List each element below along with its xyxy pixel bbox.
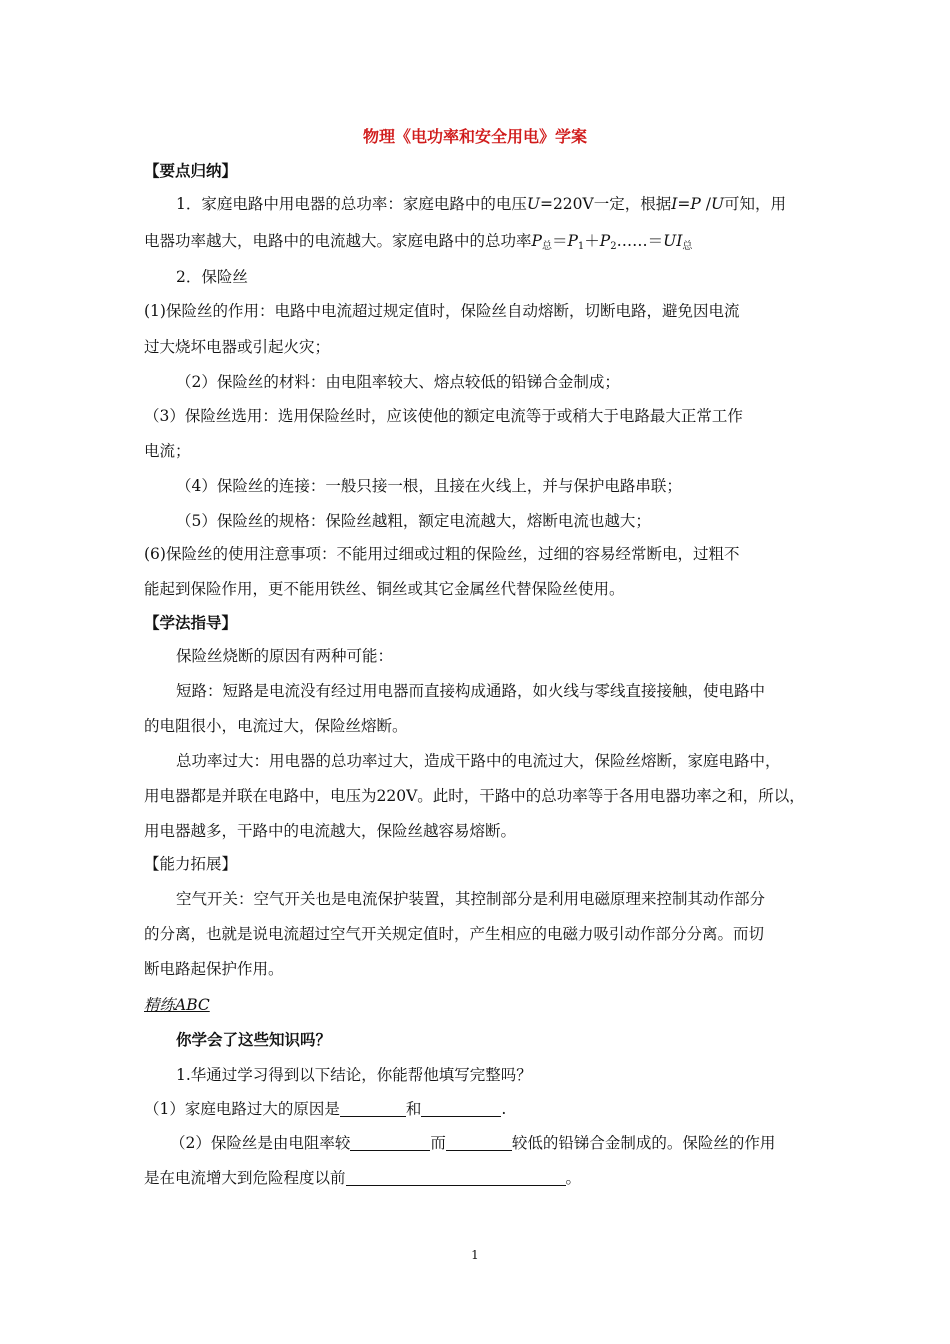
guide-overload-line3: 用电器越多，干路中的电流越大，保险丝越容易熔断。 — [144, 822, 517, 840]
document-title: 物理《电功率和安全用电》学案 — [362, 127, 587, 146]
practice-question-1-part2-line2: 是在电流增大到危险程度以前 。 — [144, 1169, 582, 1187]
answer-blank[interactable] — [340, 1099, 406, 1117]
guide-intro: 保险丝烧断的原因有两种可能： — [176, 647, 394, 665]
answer-blank[interactable] — [346, 1168, 566, 1186]
fuse-specification: （5）保险丝的规格：保险丝越粗，额定电流越大，熔断电流也越大； — [176, 512, 651, 530]
practice-question-1: 1.华通过学习得到以下结论，你能帮他填写完整吗？ — [176, 1066, 532, 1084]
extension-line3: 断电路起保护作用。 — [144, 960, 284, 978]
fuse-notes-line1: (6)保险丝的使用注意事项：不能用过细或过粗的保险丝，过细的容易经常断电，过粗不 — [144, 545, 740, 563]
fuse-selection-line2: 电流； — [144, 442, 191, 460]
section-heading-key-points: 【要点归纳】 — [144, 161, 238, 180]
guide-short-circuit-line2: 的电阻很小，电流过大，保险丝熔断。 — [144, 717, 408, 735]
answer-blank[interactable] — [446, 1133, 512, 1151]
fuse-selection-line1: （3）保险丝选用：选用保险丝时，应该使他的额定电流等于或稍大于电路最大正常工作 — [144, 407, 743, 425]
fuse-connection: （4）保险丝的连接：一般只接一根，且接在火线上，并与保护电路串联； — [176, 477, 682, 495]
page-number: 1 — [471, 1248, 479, 1262]
section-heading-extension: 【能力拓展】 — [144, 855, 238, 873]
guide-overload-line1: 总功率过大：用电器的总功率过大，造成干路中的电流过大，保险丝熔断，家庭电路中， — [176, 752, 781, 770]
fuse-function-line2: 过大烧坏电器或引起火灾； — [144, 338, 331, 356]
paragraph-total-power-line1: 1．家庭电路中用电器的总功率：家庭电路中的电压U=220V一定，根据I=P /U可知，用 — [176, 195, 787, 213]
section-heading-study-guide: 【学法指导】 — [144, 613, 238, 632]
answer-blank[interactable] — [421, 1099, 501, 1117]
fuse-function-line1: (1)保险丝的作用：电路中电流超过规定值时，保险丝自动熔断，切断电路，避免因电流 — [144, 302, 740, 320]
practice-question-1-part2-line1: （2）保险丝是由电阻率较 而 较低的铅锑合金制成的。保险丝的作用 — [170, 1134, 776, 1152]
guide-short-circuit-line1: 短路：短路是电流没有经过用电器而直接构成通路，如火线与零线直接接触，使电路中 — [176, 682, 766, 700]
fuse-material: （2）保险丝的材料：由电阻率较大、熔点较低的铅锑合金制成； — [176, 373, 620, 391]
practice-question-heading: 你学会了这些知识吗？ — [176, 1030, 332, 1049]
answer-blank[interactable] — [350, 1133, 430, 1151]
guide-overload-line2: 用电器都是并联在电路中，电压为220V。此时，干路中的总功率等于各用电器功率之和，所以， — [144, 787, 805, 805]
extension-line1: 空气开关：空气开关也是电流保护装置，其控制部分是利用电磁原理来控制其动作部分 — [176, 890, 766, 908]
paragraph-total-power-line2: 电器功率越大，电路中的电流越大。家庭电路中的总功率$P_总=P_1+P_2\dots\dots=UI_总$ — [144, 232, 693, 252]
fuse-notes-line2: 能起到保险作用，更不能用铁丝、铜丝或其它金属丝代替保险丝使用。 — [144, 580, 625, 598]
practice-link[interactable]: 精练ABC — [144, 996, 210, 1014]
extension-line2: 的分离，也就是说电流超过空气开关规定值时，产生相应的电磁力吸引动作部分分离。而切 — [144, 925, 765, 943]
practice-question-1-part1: （1）家庭电路过大的原因是 和 . — [144, 1100, 507, 1118]
paragraph-fuse-heading: 2．保险丝 — [176, 268, 248, 286]
